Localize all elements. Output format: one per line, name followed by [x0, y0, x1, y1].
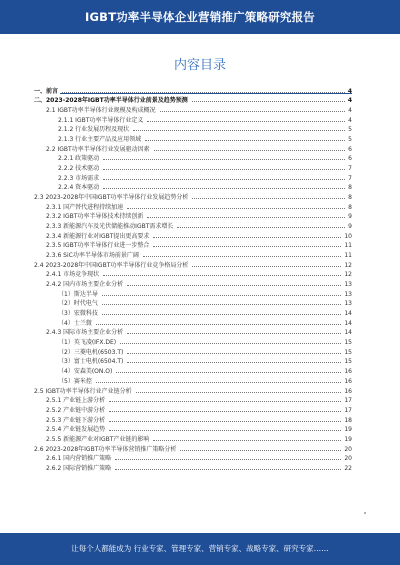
toc-entry-page: 13 [344, 300, 352, 308]
toc-entry-title: 2.2 IGBT功率半导体行业发展驱动因素 [46, 145, 150, 153]
toc-entry-title: 2.3.4 新能源行业对IGBT提出更高要求 [46, 232, 150, 240]
toc-entry-title: （4）安森美(ON.O) [58, 368, 113, 376]
toc-entry-page: 12 [344, 261, 352, 269]
toc-entry-title: 2.5 IGBT功率半导体行业产业链分析 [34, 387, 132, 395]
toc-leader-dots [109, 430, 341, 431]
toc-entry-page: 22 [344, 464, 352, 472]
toc-entry-page: 11 [344, 252, 352, 260]
toc-entry-page: 17 [344, 397, 352, 405]
toc-entry[interactable] [34, 375, 352, 385]
toc-leader-dots [102, 314, 342, 315]
toc-leader-dots [120, 343, 341, 344]
toc-entry-page: 13 [344, 281, 352, 289]
toc-leader-dots [96, 382, 342, 383]
toc-entry[interactable] [34, 269, 352, 279]
toc-entry[interactable] [34, 356, 352, 366]
toc-entry[interactable] [34, 153, 352, 163]
toc-entry-title: （1）英飞凌(IFX.DE) [58, 339, 117, 347]
toc-heading: 内容目录 [173, 58, 226, 73]
toc-leader-dots [153, 440, 341, 441]
toc-entry[interactable] [34, 230, 352, 240]
toc-entry-page: 4 [348, 116, 352, 124]
toc-entry-page: 19 [344, 435, 352, 443]
toc-leader-dots [102, 295, 342, 296]
toc-entry-title: 2.5.5 新能源产业对IGBT产业链的影响 [46, 435, 150, 443]
toc-entry[interactable] [34, 443, 352, 453]
toc-entry-page: 4 [347, 97, 352, 105]
toc-entry-page: 14 [344, 310, 352, 318]
toc-entry-title: 2.1.3 行业主要产品及应用领域 [58, 136, 142, 144]
toc-entry[interactable] [34, 317, 352, 327]
toc-entry-title: 2.6 2023-2028年IGBT功率半导体营销推广策略分析 [34, 445, 177, 453]
toc-entry-title: （5）赛米控 [58, 377, 92, 385]
toc-entry[interactable] [34, 414, 352, 424]
toc-entry-page: 16 [344, 387, 352, 395]
toc-entry-title: 2.2.2 技术驱动 [58, 165, 100, 173]
toc-entry-title: 2.5.1 产业链上游分析 [46, 397, 106, 405]
toc-leader-dots [177, 227, 345, 228]
toc-entry-title: 2.3.2 IGBT功率半导体技术持续创新 [46, 213, 144, 221]
toc-entry-page: 19 [344, 426, 352, 434]
toc-entry-title: （1）斯达半导 [58, 290, 98, 298]
toc-entry[interactable] [34, 201, 352, 211]
toc-entry[interactable] [34, 133, 352, 143]
toc-entry-title: 2.4.3 国际市场主要企业分析 [46, 329, 124, 337]
toc-leader-dots [127, 208, 345, 209]
toc-entry-page: 8 [348, 194, 352, 202]
toc-entry[interactable] [34, 143, 352, 153]
toc-entry-page: 14 [344, 329, 352, 337]
toc-leader-dots [147, 217, 345, 218]
toc-leader-dots [96, 324, 342, 325]
toc-leader-dots [103, 159, 345, 160]
toc-leader-dots [143, 256, 342, 257]
toc-entry[interactable] [34, 278, 352, 288]
toc-entry[interactable] [34, 346, 352, 356]
toc-entry[interactable] [34, 104, 352, 114]
toc-leader-dots [62, 92, 345, 93]
toc-leader-dots [109, 401, 341, 402]
toc-entry-title: 2.6.1 国内营销推广策略 [46, 455, 112, 463]
toc-entry-page: 16 [344, 377, 352, 385]
toc-entry-title: 一、前言 [34, 87, 59, 95]
toc-leader-dots [127, 285, 341, 286]
toc-leader-dots [102, 304, 342, 305]
toc-entry-title: （3）富士电机(6504.T) [58, 358, 124, 366]
toc-leader-dots [154, 150, 346, 151]
toc-entry-page: 18 [344, 416, 352, 424]
toc-leader-dots [109, 411, 341, 412]
toc-entry[interactable] [34, 240, 352, 250]
toc-entry-title: 2.3.6 SiC功率半导体市场前景广阔 [46, 252, 139, 260]
toc-entry-title: 二、2023-2028年IGBT功率半导体行业前景及趋势预测 [34, 97, 188, 105]
toc-leader-dots [116, 372, 341, 373]
toc-entry-page: 9 [348, 213, 352, 221]
toc-leader-dots [192, 101, 345, 102]
toc-entry[interactable] [34, 453, 352, 463]
toc-entry-page: 6 [348, 145, 352, 153]
toc-entry[interactable] [34, 259, 352, 269]
toc-leader-dots [127, 362, 341, 363]
toc-leader-dots [147, 121, 345, 122]
toc-leader-dots [103, 188, 345, 189]
toc-entry-title: （4）士兰微 [58, 319, 92, 327]
toc-entry[interactable] [34, 191, 352, 201]
toc-entry-title: 2.2.1 政策驱动 [58, 155, 100, 163]
toc-entry-page: 13 [344, 290, 352, 298]
toc-leader-dots [192, 266, 341, 267]
toc-leader-dots [180, 450, 341, 451]
toc-entry[interactable] [34, 172, 352, 182]
toc-entry-title: 2.5.4 产业链发展趋势 [46, 426, 106, 434]
toc-entry-page: 7 [348, 165, 352, 173]
toc-entry-page: 5 [348, 126, 352, 134]
toc-entry-title: 2.4.2 国内市场主要企业分析 [46, 281, 124, 289]
toc-entry-title: 2.4.1 市场竞争现状 [46, 271, 100, 279]
toc-entry-page: 9 [348, 223, 352, 231]
toc-entry-page: 6 [348, 155, 352, 163]
toc-entry[interactable] [34, 249, 352, 259]
toc-entry[interactable] [34, 327, 352, 337]
toc-entry-title: 2.5.2 产业链中游分析 [46, 406, 106, 414]
toc-entry[interactable] [34, 162, 352, 172]
toc-leader-dots [192, 198, 345, 199]
toc-leader-dots [153, 246, 341, 247]
report-title: IGBT功率半导体企业营销推广策略研究报告 [84, 10, 316, 24]
toc-entry[interactable] [34, 298, 352, 308]
toc-entry[interactable] [34, 182, 352, 192]
toc-leader-dots [127, 333, 341, 334]
toc-entry-page: 20 [344, 445, 352, 453]
toc-leader-dots [153, 237, 341, 238]
toc-entry-title: （2）时代电气 [58, 300, 98, 308]
toc-entry[interactable] [34, 95, 352, 105]
toc-leader-dots [133, 130, 345, 131]
toc-entry-page: 15 [344, 348, 352, 356]
toc-entry-title: 2.4 2023-2028年中国IGBT功率半导体行业竞争格局分析 [34, 261, 189, 269]
toc-entry[interactable] [34, 395, 352, 405]
toc-leader-dots [115, 469, 341, 470]
toc-entry[interactable] [34, 288, 352, 298]
toc-entry[interactable] [34, 336, 352, 346]
toc-entry-page: 14 [344, 319, 352, 327]
toc-entry-page: 11 [344, 242, 352, 250]
toc-entry[interactable] [34, 433, 352, 443]
toc-entry-title: 2.5.3 产业链下游分析 [46, 416, 106, 424]
toc-entry-page: 8 [348, 184, 352, 192]
toc-entry-title: （3）宏微科技 [58, 310, 98, 318]
toc-leader-dots [115, 459, 341, 460]
toc-entry-title: 2.3.1 国产替代进程持续加速 [46, 203, 124, 211]
toc-entry-title: 2.3.3 新能源汽车及光伏储能推动IGBT需求增长 [46, 223, 174, 231]
toc-entry-page: 4 [347, 87, 352, 95]
toc-entry-page: 12 [344, 271, 352, 279]
toc-entry[interactable] [34, 365, 352, 375]
toc-entry[interactable] [34, 404, 352, 414]
toc-leader-dots [145, 140, 345, 141]
toc-leader-dots [136, 392, 342, 393]
toc-entry-page: 17 [344, 406, 352, 414]
toc-leader-dots [127, 353, 341, 354]
toc-entry-title: 2.3 2023-2028年中国IGBT功率半导体行业发展趋势分析 [34, 194, 189, 202]
toc-entry-page: 4 [348, 107, 352, 115]
table-of-contents [34, 85, 352, 472]
footer-slogan: 让每个人都能成为 行业专家、管理专家、营销专家、战略专家、研究专家…… [71, 544, 329, 553]
toc-entry[interactable] [34, 424, 352, 434]
toc-entry[interactable] [34, 462, 352, 472]
toc-entry-page: 7 [348, 174, 352, 182]
toc-entry-page: 16 [344, 368, 352, 376]
toc-entry-title: 2.2.3 市场需求 [58, 174, 100, 182]
toc-entry-page: 20 [344, 455, 352, 463]
toc-entry-page: 8 [348, 203, 352, 211]
toc-entry[interactable] [34, 385, 352, 395]
toc-leader-dots [103, 169, 345, 170]
page-indicator-dot [364, 512, 366, 514]
toc-entry-title: 2.1.1 IGBT功率半导体行业定义 [58, 116, 144, 124]
toc-entry[interactable] [34, 211, 352, 221]
toc-leader-dots [103, 275, 341, 276]
toc-entry-title: 2.6.2 国际营销推广策略 [46, 464, 112, 472]
toc-entry-page: 15 [344, 358, 352, 366]
toc-entry-page: 5 [348, 136, 352, 144]
toc-leader-dots [160, 111, 346, 112]
toc-entry-title: 2.3.5 IGBT功率半导体行业进一步整合 [46, 242, 150, 250]
toc-entry-title: 2.1.2 行业发展历程及现状 [58, 126, 130, 134]
toc-entry[interactable] [34, 220, 352, 230]
toc-entry-title: （2）三菱电机(6503.T) [58, 348, 124, 356]
toc-entry-title: 2.2.4 资本驱动 [58, 184, 100, 192]
toc-entry[interactable] [34, 307, 352, 317]
toc-leader-dots [103, 179, 345, 180]
toc-entry-title: 2.1 IGBT功率半导体行业规模及构成概况 [46, 107, 156, 115]
toc-entry[interactable] [34, 114, 352, 124]
toc-leader-dots [109, 421, 341, 422]
toc-entry[interactable] [34, 124, 352, 134]
toc-entry[interactable] [34, 85, 352, 95]
toc-entry-page: 15 [344, 339, 352, 347]
toc-entry-page: 10 [344, 232, 352, 240]
